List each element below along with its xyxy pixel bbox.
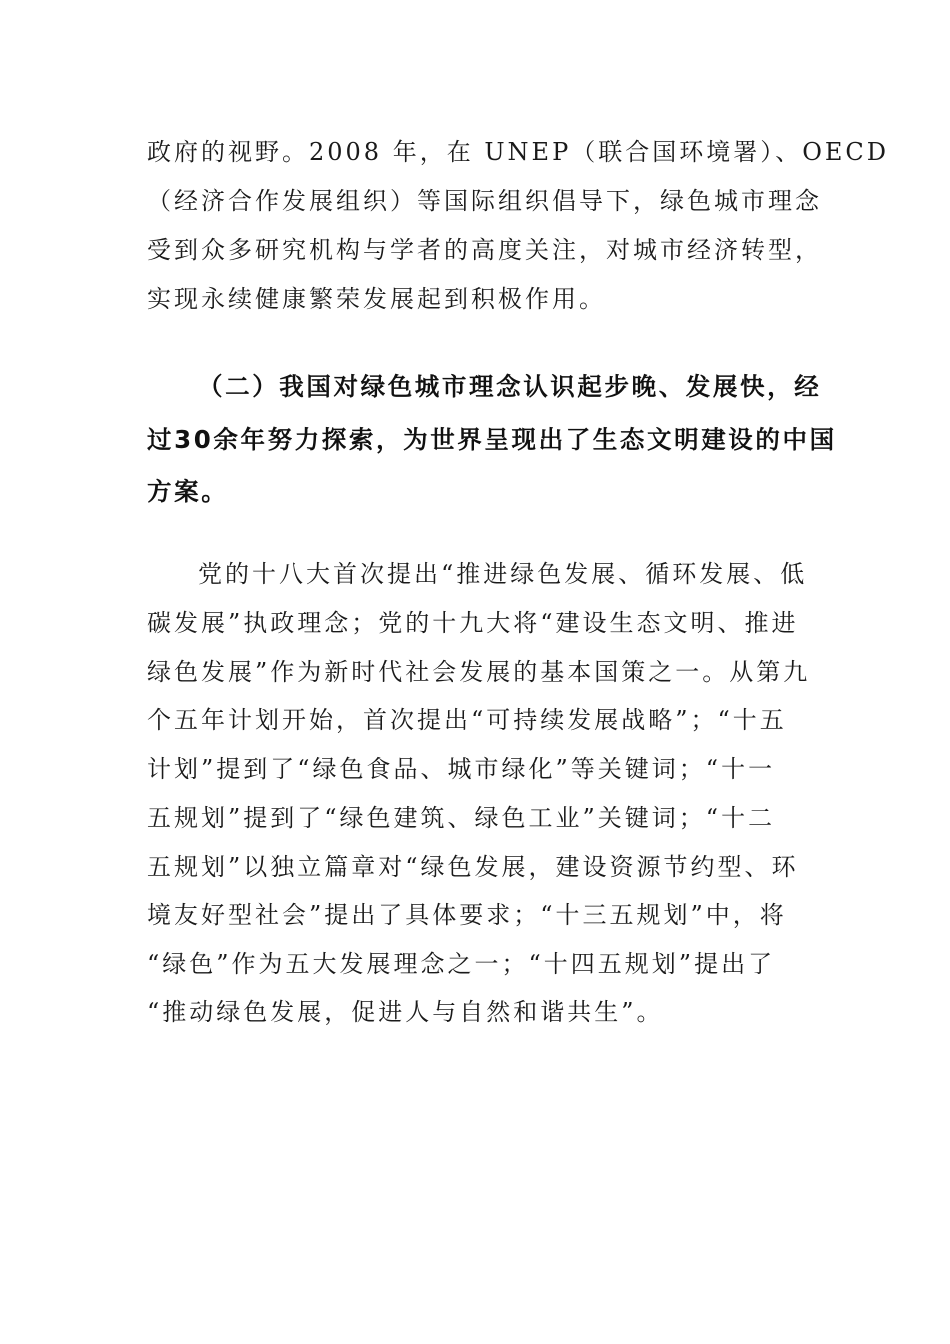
para2-line-2: 碳发展”执政理念；党的十九大将“建设生态文明、推进 (147, 609, 799, 637)
para2-line-6: 五规划”提到了“绿色建筑、绿色工业”关键词；“十二 (147, 804, 776, 832)
para1-line-4: 实现永续健康繁荣发展起到积极作用。 (147, 285, 606, 313)
section-heading-line-1: （二）我国对绿色城市理念认识起步晚、发展快，经 (198, 372, 822, 401)
para1-line-3: 受到众多研究机构与学者的高度关注，对城市经济转型， (147, 236, 822, 264)
para2-line-8: 境友好型社会”提出了具体要求；“十三五规划”中，将 (147, 901, 787, 929)
para2-line-5: 计划”提到了“绿色食品、城市绿化”等关键词；“十一 (147, 755, 776, 783)
para2-line-4: 个五年计划开始，首次提出“可持续发展战略”；“十五 (147, 706, 787, 734)
para2-line-3: 绿色发展”作为新时代社会发展的基本国策之一。从第九 (147, 658, 811, 686)
para2-line-9: “绿色”作为五大发展理念之一；“十四五规划”提出了 (147, 950, 776, 978)
section-heading-line-2: 过30余年努力探索，为世界呈现出了生态文明建设的中国 (147, 425, 837, 454)
para1-line-2: （经济合作发展组织）等国际组织倡导下，绿色城市理念 (147, 187, 822, 215)
para2-line-10: “推动绿色发展，促进人与自然和谐共生”。 (147, 998, 664, 1026)
section-heading-line-3: 方案。 (147, 477, 229, 506)
para1-line-1: 政府的视野。2008 年，在 UNEP（联合国环境署）、OECD (147, 138, 890, 166)
para2-line-1: 党的十八大首次提出“推进绿色发展、循环发展、低 (198, 560, 808, 588)
para2-line-7: 五规划”以独立篇章对“绿色发展，建设资源节约型、环 (147, 853, 799, 881)
